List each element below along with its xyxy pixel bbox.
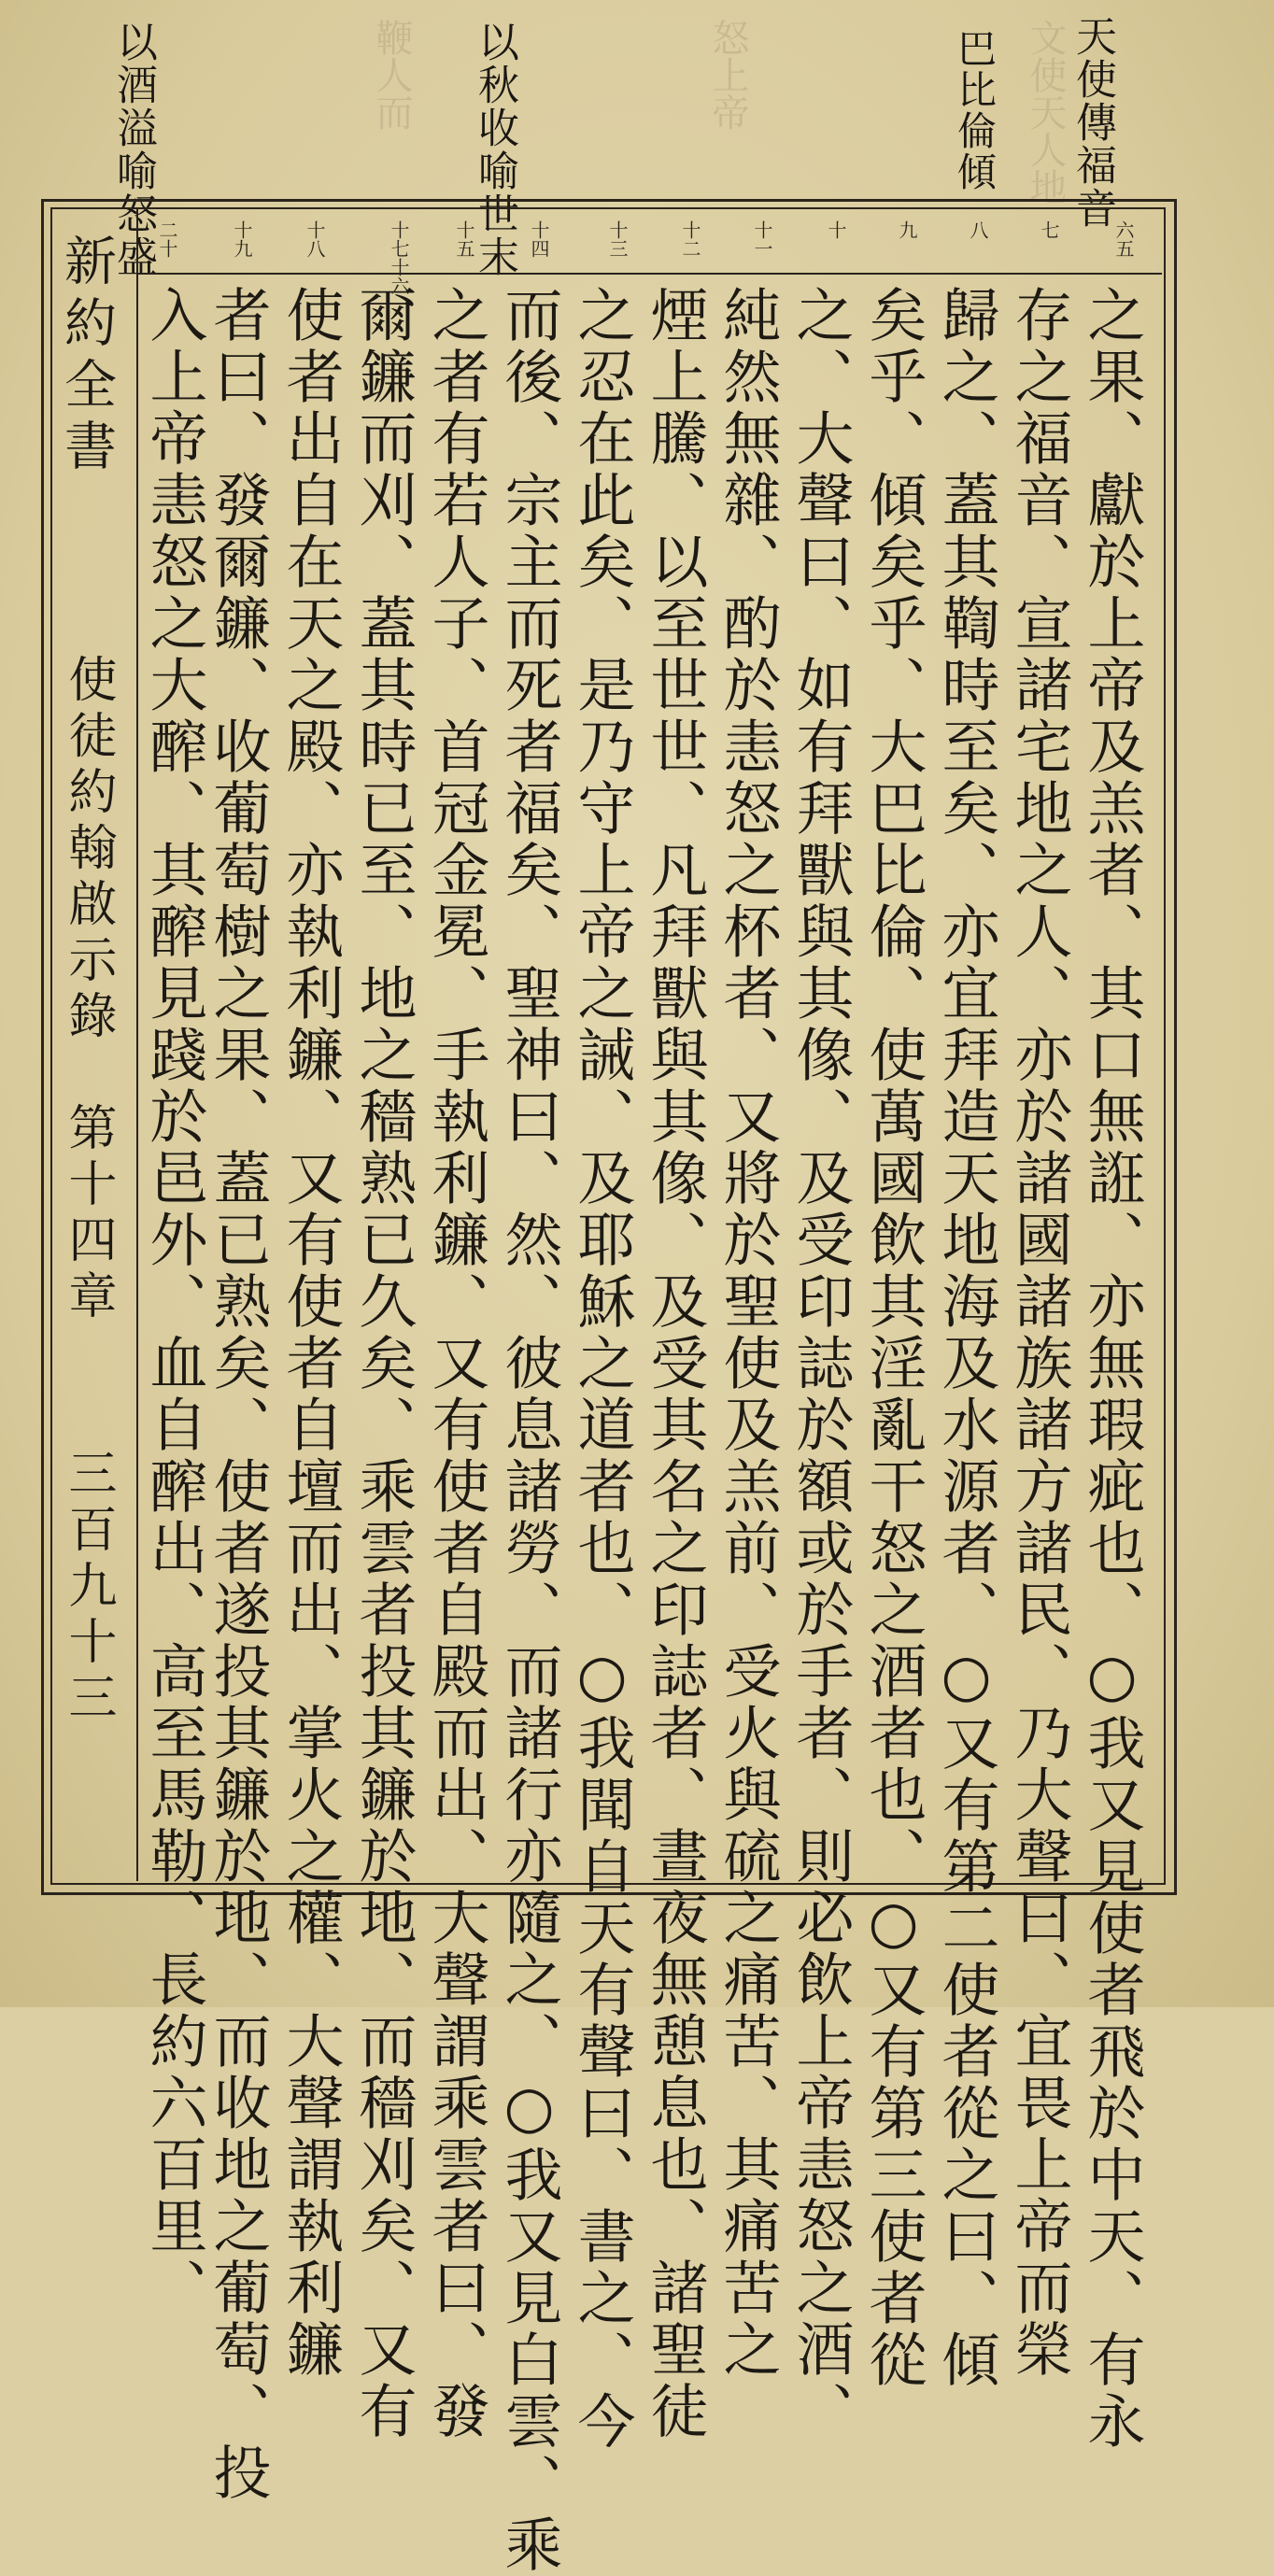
text-column: 之者有若人子、首冠金冕、手執利鐮、又有使者自殿而出、大聲謂乘雲者曰、發	[422, 285, 490, 2442]
text-column: 而後、宗主而死者福矣、聖神曰、然、彼息諸勞、而諸行亦隨之、○我又見白雲、乘	[495, 285, 563, 2576]
text-column: 存之福音、宣諸宅地之人、亦於諸國諸族諸方諸民、乃大聲曰、宜畏上帝而榮	[1005, 285, 1073, 2381]
verse-number: 十八	[304, 220, 326, 258]
verse-number: 七	[1038, 220, 1060, 239]
verse-number: 十九	[231, 220, 253, 258]
verse-number: 十五	[453, 220, 475, 258]
text-column: 矣乎、傾矣乎、大巴比倫、使萬國飲其淫亂干怒之酒者也、○又有第三使者從	[859, 285, 927, 2391]
verse-number: 十一	[751, 220, 773, 258]
bleed-through-text: 怒上帝	[706, 19, 749, 131]
verse-number: 六五	[1112, 220, 1135, 258]
text-column: 者曰、發爾鐮、收葡萄樹之果、蓋已熟矣、使者遂投其鐮於地、而收地之葡萄、投	[204, 285, 272, 2504]
verse-number: 八	[967, 220, 989, 239]
bleed-through-text: 文使天人地	[1024, 19, 1067, 205]
text-column: 之果、獻於上帝及羔者、其口無誑、亦無瑕疵也、○我又見使者飛於中天、有永	[1078, 285, 1146, 2453]
text-column: 之忍在此矣、是乃守上帝之誡、及耶穌之道者也、○我聞自天有聲曰、書之、今	[568, 285, 636, 2453]
margin-note-harvest: 以秋收喻世末	[471, 21, 518, 278]
verse-number: 十七十六	[388, 220, 410, 295]
verse-number-rule	[136, 273, 1162, 275]
verse-number: 二十	[156, 220, 178, 258]
text-column: 純然無雜、酌於恚怒之杯者、又將於聖使及羔前、受火與硫之痛苦、其痛苦之	[714, 285, 782, 2381]
text-column: 之、大聲曰、如有拜獸與其像、及受印誌於額或於手者、則必飲上帝恚怒之酒、	[786, 285, 855, 2442]
text-column: 入上帝恚怒之大醡、其醡見踐於邑外、血自醡出、高至馬勒、長約六百里、	[140, 285, 208, 2319]
gutter-rule	[136, 207, 138, 1881]
text-column: 使者出自在天之殿、亦執利鐮、又有使者自壇而出、掌火之權、大聲謂執利鐮	[276, 285, 345, 2381]
book-title: 新約全書	[56, 234, 117, 480]
page-number: 三百九十三	[60, 1448, 116, 1728]
margin-note-babylon: 巴比倫傾	[952, 28, 998, 192]
verse-number: 十三	[606, 220, 629, 258]
text-column: 歸之、蓋其鞫時至矣、亦宜拜造天地海及水源者、○又有第二使者從之曰、傾	[932, 285, 1000, 2391]
verse-number: 九	[896, 220, 918, 239]
verse-number: 十二	[679, 220, 701, 258]
text-column: 爾鐮而刈、蓋其時已至、地之穡熟已久矣、乘雲者投其鐮於地、而穡刈矣、又有	[349, 285, 418, 2442]
text-column: 煙上騰、以至世世、凡拜獸與其像、及受其名之印誌者、晝夜無憩息也、諸聖徒	[641, 285, 709, 2442]
margin-note-wine: 以酒溢喻怒盛	[109, 21, 157, 278]
margin-note-angel-gospel: 天使傳福音	[1069, 15, 1116, 230]
chapter-heading: 使徒約翰啟示錄 第十四章	[60, 654, 116, 1326]
bleed-through-text: 鞭人而	[370, 19, 413, 131]
verse-number: 十四	[528, 220, 550, 258]
verse-number: 十	[825, 220, 847, 239]
